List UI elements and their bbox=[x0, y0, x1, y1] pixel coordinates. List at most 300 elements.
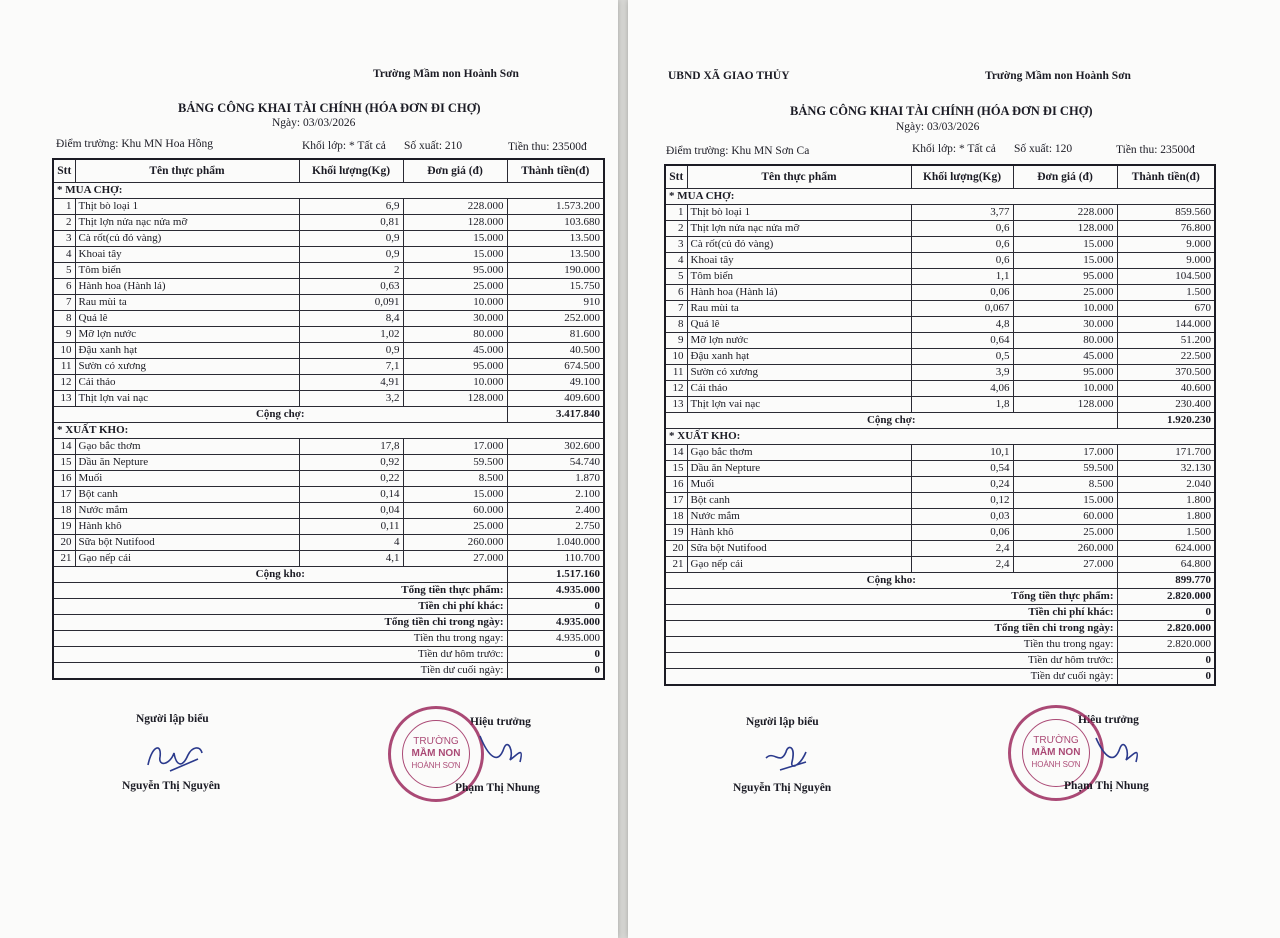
end-balance-row bbox=[53, 663, 604, 680]
food-total-value: 4.935.000 bbox=[507, 583, 604, 599]
item-amount: 1.500 bbox=[1117, 285, 1215, 301]
item-unit-price: 25.000 bbox=[1013, 285, 1117, 301]
campus-label: Điểm trường: Khu MN Hoa Hồng bbox=[56, 138, 214, 150]
item-unit-price: 17.000 bbox=[1013, 445, 1117, 461]
item-unit-price: 15.000 bbox=[1013, 253, 1117, 269]
item-weight: 4,06 bbox=[911, 381, 1013, 397]
item-name: Bột canh bbox=[687, 493, 911, 509]
item-name: Dầu ăn Nepture bbox=[75, 455, 299, 471]
item-unit-price: 15.000 bbox=[403, 487, 507, 503]
item-amount: 40.500 bbox=[507, 343, 604, 359]
table-row bbox=[665, 397, 1215, 413]
principal-signature bbox=[1088, 726, 1148, 774]
table-row bbox=[665, 205, 1215, 221]
item-amount: 32.130 bbox=[1117, 461, 1215, 477]
finance-table bbox=[52, 158, 605, 680]
item-amount: 9.000 bbox=[1117, 237, 1215, 253]
item-name: Cải thảo bbox=[75, 375, 299, 391]
item-unit-price: 59.500 bbox=[403, 455, 507, 471]
item-weight: 3,2 bbox=[299, 391, 403, 407]
item-weight: 0,6 bbox=[911, 221, 1013, 237]
table-row bbox=[665, 285, 1215, 301]
food-total-value: 2.820.000 bbox=[1117, 589, 1215, 605]
day-spend-value: 2.820.000 bbox=[1117, 621, 1215, 637]
item-unit-price: 25.000 bbox=[403, 279, 507, 295]
warehouse-total-label: Cộng kho: bbox=[665, 573, 1117, 589]
item-unit-price: 60.000 bbox=[403, 503, 507, 519]
item-amount: 13.500 bbox=[507, 247, 604, 263]
item-stt: 6 bbox=[53, 279, 75, 295]
item-unit-price: 8.500 bbox=[1013, 477, 1117, 493]
item-name: Gạo nếp cái bbox=[75, 551, 299, 567]
item-name: Rau mùi ta bbox=[75, 295, 299, 311]
section-label: * MUA CHỢ: bbox=[665, 189, 1215, 205]
item-amount: 2.750 bbox=[507, 519, 604, 535]
section-row-market bbox=[665, 189, 1215, 205]
item-weight: 0,9 bbox=[299, 231, 403, 247]
campus-label: Điểm trường: Khu MN Sơn Ca bbox=[666, 145, 810, 157]
item-name: Sữa bột Nutifood bbox=[75, 535, 299, 551]
table-row bbox=[665, 461, 1215, 477]
item-name: Dầu ăn Nepture bbox=[687, 461, 911, 477]
item-stt: 16 bbox=[53, 471, 75, 487]
servings-label: Số xuất: 120 bbox=[1014, 143, 1073, 155]
item-amount: 1.500 bbox=[1117, 525, 1215, 541]
item-name: Cà rốt(củ đỏ vàng) bbox=[687, 237, 911, 253]
item-name: Thịt lợn nửa nạc nửa mỡ bbox=[75, 215, 299, 231]
item-amount: 252.000 bbox=[507, 311, 604, 327]
item-unit-price: 15.000 bbox=[1013, 237, 1117, 253]
item-weight: 0,091 bbox=[299, 295, 403, 311]
item-unit-price: 95.000 bbox=[403, 263, 507, 279]
table-row bbox=[53, 519, 604, 535]
col-header-stt: Stt bbox=[665, 165, 687, 189]
item-unit-price: 128.000 bbox=[403, 391, 507, 407]
item-amount: 54.740 bbox=[507, 455, 604, 471]
item-amount: 76.800 bbox=[1117, 221, 1215, 237]
item-name: Quả lê bbox=[687, 317, 911, 333]
other-costs-row bbox=[53, 599, 604, 615]
item-unit-price: 128.000 bbox=[1013, 397, 1117, 413]
item-amount: 190.000 bbox=[507, 263, 604, 279]
item-stt: 15 bbox=[665, 461, 687, 477]
item-stt: 3 bbox=[53, 231, 75, 247]
item-weight: 0,9 bbox=[299, 343, 403, 359]
item-unit-price: 45.000 bbox=[1013, 349, 1117, 365]
item-amount: 15.750 bbox=[507, 279, 604, 295]
day-income-value: 2.820.000 bbox=[1117, 637, 1215, 653]
item-stt: 19 bbox=[665, 525, 687, 541]
prev-balance-row bbox=[665, 653, 1215, 669]
invoice-sheet-left bbox=[0, 0, 618, 938]
item-weight: 6,9 bbox=[299, 199, 403, 215]
item-weight: 0,64 bbox=[911, 333, 1013, 349]
table-row bbox=[665, 541, 1215, 557]
col-header-amount: Thành tiền(đ) bbox=[507, 159, 604, 183]
item-amount: 674.500 bbox=[507, 359, 604, 375]
item-stt: 9 bbox=[53, 327, 75, 343]
item-stt: 12 bbox=[53, 375, 75, 391]
item-unit-price: 128.000 bbox=[1013, 221, 1117, 237]
fee-label: Tiền thu: 23500đ bbox=[508, 141, 587, 153]
table-row bbox=[53, 439, 604, 455]
item-name: Mỡ lợn nước bbox=[687, 333, 911, 349]
item-name: Thịt lợn nửa nạc nửa mỡ bbox=[687, 221, 911, 237]
item-weight: 0,5 bbox=[911, 349, 1013, 365]
item-unit-price: 228.000 bbox=[403, 199, 507, 215]
item-name: Gạo bắc thơm bbox=[75, 439, 299, 455]
seal-line-1: TRƯỜNG bbox=[413, 736, 459, 747]
item-weight: 4,91 bbox=[299, 375, 403, 391]
document-date: Ngày: 03/03/2026 bbox=[272, 117, 356, 129]
item-weight: 0,22 bbox=[299, 471, 403, 487]
day-spend-label: Tổng tiền chi trong ngày: bbox=[665, 621, 1117, 637]
item-amount: 49.100 bbox=[507, 375, 604, 391]
item-amount: 144.000 bbox=[1117, 317, 1215, 333]
table-row bbox=[665, 365, 1215, 381]
table-row bbox=[665, 301, 1215, 317]
col-header-amount: Thành tiền(đ) bbox=[1117, 165, 1215, 189]
col-header-food-name: Tên thực phẩm bbox=[687, 165, 911, 189]
item-weight: 0,067 bbox=[911, 301, 1013, 317]
item-weight: 0,03 bbox=[911, 509, 1013, 525]
item-weight: 0,92 bbox=[299, 455, 403, 471]
item-name: Thịt bò loại 1 bbox=[75, 199, 299, 215]
item-stt: 5 bbox=[53, 263, 75, 279]
item-stt: 11 bbox=[53, 359, 75, 375]
item-weight: 2 bbox=[299, 263, 403, 279]
item-amount: 9.000 bbox=[1117, 253, 1215, 269]
item-amount: 670 bbox=[1117, 301, 1215, 317]
item-stt: 19 bbox=[53, 519, 75, 535]
item-weight: 1,8 bbox=[911, 397, 1013, 413]
table-row bbox=[53, 455, 604, 471]
table-row bbox=[53, 535, 604, 551]
item-name: Hành hoa (Hành lá) bbox=[687, 285, 911, 301]
table-row bbox=[665, 333, 1215, 349]
grade-label: Khối lớp: * Tất cả bbox=[912, 143, 996, 155]
item-weight: 4,8 bbox=[911, 317, 1013, 333]
item-amount: 171.700 bbox=[1117, 445, 1215, 461]
document-title: BẢNG CÔNG KHAI TÀI CHÍNH (HÓA ĐƠN ĐI CHỢ) bbox=[178, 101, 481, 115]
item-name: Thịt lợn vai nạc bbox=[687, 397, 911, 413]
item-amount: 64.800 bbox=[1117, 557, 1215, 573]
table-row bbox=[665, 525, 1215, 541]
item-amount: 370.500 bbox=[1117, 365, 1215, 381]
item-name: Nước mắm bbox=[75, 503, 299, 519]
market-total-label: Cộng chợ: bbox=[665, 413, 1117, 429]
other-costs-label: Tiền chi phí khác: bbox=[53, 599, 507, 615]
item-unit-price: 30.000 bbox=[1013, 317, 1117, 333]
item-unit-price: 10.000 bbox=[403, 295, 507, 311]
item-weight: 0,11 bbox=[299, 519, 403, 535]
item-unit-price: 59.500 bbox=[1013, 461, 1117, 477]
table-row bbox=[53, 391, 604, 407]
seal-line-3: HOÀNH SƠN bbox=[411, 761, 461, 770]
document-title: BẢNG CÔNG KHAI TÀI CHÍNH (HÓA ĐƠN ĐI CHỢ) bbox=[790, 104, 1093, 118]
day-income-label: Tiền thu trong ngay: bbox=[665, 637, 1117, 653]
item-weight: 0,06 bbox=[911, 285, 1013, 301]
market-total-value: 1.920.230 bbox=[1117, 413, 1215, 429]
item-stt: 1 bbox=[53, 199, 75, 215]
school-name: Trường Mầm non Hoành Sơn bbox=[373, 68, 519, 80]
item-weight: 17,8 bbox=[299, 439, 403, 455]
item-unit-price: 80.000 bbox=[403, 327, 507, 343]
warehouse-total-row bbox=[665, 573, 1215, 589]
item-stt: 15 bbox=[53, 455, 75, 471]
seal-line-2: MẦM NON bbox=[1031, 747, 1081, 758]
item-name: Hành khô bbox=[687, 525, 911, 541]
item-amount: 230.400 bbox=[1117, 397, 1215, 413]
item-amount: 13.500 bbox=[507, 231, 604, 247]
item-unit-price: 10.000 bbox=[1013, 381, 1117, 397]
item-stt: 20 bbox=[665, 541, 687, 557]
item-unit-price: 15.000 bbox=[403, 247, 507, 263]
item-amount: 40.600 bbox=[1117, 381, 1215, 397]
principal-signature bbox=[470, 726, 530, 774]
table-row bbox=[53, 503, 604, 519]
table-row bbox=[53, 375, 604, 391]
item-unit-price: 228.000 bbox=[1013, 205, 1117, 221]
item-unit-price: 17.000 bbox=[403, 439, 507, 455]
day-income-row bbox=[665, 637, 1215, 653]
item-stt: 13 bbox=[665, 397, 687, 413]
day-spend-row bbox=[665, 621, 1215, 637]
item-weight: 4,1 bbox=[299, 551, 403, 567]
warehouse-total-value: 899.770 bbox=[1117, 573, 1215, 589]
item-name: Nước mắm bbox=[687, 509, 911, 525]
item-weight: 0,12 bbox=[911, 493, 1013, 509]
principal-name: Phạm Thị Nhung bbox=[1064, 780, 1149, 792]
seal-line-1: TRƯỜNG bbox=[1033, 735, 1079, 746]
food-total-label: Tổng tiền thực phẩm: bbox=[53, 583, 507, 599]
table-row bbox=[665, 221, 1215, 237]
fee-label: Tiền thu: 23500đ bbox=[1116, 144, 1195, 156]
table-row bbox=[665, 381, 1215, 397]
item-stt: 14 bbox=[53, 439, 75, 455]
prev-balance-value: 0 bbox=[507, 647, 604, 663]
item-weight: 1,1 bbox=[911, 269, 1013, 285]
item-unit-price: 95.000 bbox=[1013, 365, 1117, 381]
item-stt: 10 bbox=[53, 343, 75, 359]
end-balance-value: 0 bbox=[507, 663, 604, 680]
item-name: Cà rốt(củ đỏ vàng) bbox=[75, 231, 299, 247]
item-unit-price: 60.000 bbox=[1013, 509, 1117, 525]
item-stt: 4 bbox=[665, 253, 687, 269]
item-unit-price: 128.000 bbox=[403, 215, 507, 231]
item-stt: 11 bbox=[665, 365, 687, 381]
item-unit-price: 27.000 bbox=[403, 551, 507, 567]
table-header-row bbox=[665, 165, 1215, 189]
school-name: Trường Mầm non Hoành Sơn bbox=[985, 70, 1131, 82]
item-amount: 910 bbox=[507, 295, 604, 311]
table-row bbox=[53, 359, 604, 375]
item-unit-price: 25.000 bbox=[403, 519, 507, 535]
food-total-row bbox=[665, 589, 1215, 605]
item-name: Muối bbox=[687, 477, 911, 493]
item-name: Cải thảo bbox=[687, 381, 911, 397]
item-unit-price: 15.000 bbox=[1013, 493, 1117, 509]
item-unit-price: 80.000 bbox=[1013, 333, 1117, 349]
servings-label: Số xuất: 210 bbox=[404, 140, 463, 152]
item-stt: 4 bbox=[53, 247, 75, 263]
item-weight: 0,04 bbox=[299, 503, 403, 519]
item-amount: 51.200 bbox=[1117, 333, 1215, 349]
item-stt: 8 bbox=[665, 317, 687, 333]
item-name: Quả lê bbox=[75, 311, 299, 327]
item-amount: 1.040.000 bbox=[507, 535, 604, 551]
item-weight: 1,02 bbox=[299, 327, 403, 343]
item-name: Sườn có xương bbox=[75, 359, 299, 375]
item-stt: 13 bbox=[53, 391, 75, 407]
item-amount: 409.600 bbox=[507, 391, 604, 407]
item-stt: 21 bbox=[665, 557, 687, 573]
item-weight: 0,9 bbox=[299, 247, 403, 263]
item-amount: 104.500 bbox=[1117, 269, 1215, 285]
section-label: * XUẤT KHO: bbox=[665, 429, 1215, 445]
col-header-unit-price: Đơn giá (đ) bbox=[1013, 165, 1117, 189]
item-weight: 2,4 bbox=[911, 557, 1013, 573]
table-row bbox=[665, 445, 1215, 461]
item-weight: 3,9 bbox=[911, 365, 1013, 381]
food-total-row bbox=[53, 583, 604, 599]
item-name: Mỡ lợn nước bbox=[75, 327, 299, 343]
table-row bbox=[53, 247, 604, 263]
item-weight: 4 bbox=[299, 535, 403, 551]
warehouse-total-value: 1.517.160 bbox=[507, 567, 604, 583]
market-total-row bbox=[53, 407, 604, 423]
item-unit-price: 10.000 bbox=[1013, 301, 1117, 317]
end-balance-value: 0 bbox=[1117, 669, 1215, 686]
item-weight: 2,4 bbox=[911, 541, 1013, 557]
item-weight: 0,54 bbox=[911, 461, 1013, 477]
seal-line-3: HOÀNH SƠN bbox=[1031, 760, 1081, 769]
item-amount: 22.500 bbox=[1117, 349, 1215, 365]
item-unit-price: 260.000 bbox=[1013, 541, 1117, 557]
item-unit-price: 15.000 bbox=[403, 231, 507, 247]
item-stt: 20 bbox=[53, 535, 75, 551]
item-amount: 302.600 bbox=[507, 439, 604, 455]
section-row-market bbox=[53, 183, 604, 199]
item-name: Hành hoa (Hành lá) bbox=[75, 279, 299, 295]
item-amount: 2.040 bbox=[1117, 477, 1215, 493]
day-income-row bbox=[53, 631, 604, 647]
food-total-label: Tổng tiền thực phẩm: bbox=[665, 589, 1117, 605]
day-spend-label: Tổng tiền chi trong ngày: bbox=[53, 615, 507, 631]
table-header-row bbox=[53, 159, 604, 183]
item-weight: 0,6 bbox=[911, 237, 1013, 253]
day-income-value: 4.935.000 bbox=[507, 631, 604, 647]
item-stt: 21 bbox=[53, 551, 75, 567]
end-balance-label: Tiền dư cuối ngày: bbox=[665, 669, 1117, 686]
item-amount: 624.000 bbox=[1117, 541, 1215, 557]
preparer-title: Người lập biểu bbox=[136, 713, 209, 725]
end-balance-row bbox=[665, 669, 1215, 686]
preparer-name: Nguyễn Thị Nguyên bbox=[122, 780, 221, 792]
table-row bbox=[53, 199, 604, 215]
table-row bbox=[53, 311, 604, 327]
item-name: Khoai tây bbox=[687, 253, 911, 269]
table-row bbox=[53, 343, 604, 359]
item-amount: 1.573.200 bbox=[507, 199, 604, 215]
item-stt: 18 bbox=[665, 509, 687, 525]
col-header-stt: Stt bbox=[53, 159, 75, 183]
item-weight: 0,6 bbox=[911, 253, 1013, 269]
seal-line-2: MẦM NON bbox=[411, 748, 461, 759]
table-row bbox=[665, 237, 1215, 253]
item-unit-price: 95.000 bbox=[403, 359, 507, 375]
item-amount: 859.560 bbox=[1117, 205, 1215, 221]
table-row bbox=[665, 317, 1215, 333]
preparer-title: Người lập biểu bbox=[746, 716, 819, 728]
table-row bbox=[665, 477, 1215, 493]
prev-balance-row bbox=[53, 647, 604, 663]
document-date: Ngày: 03/03/2026 bbox=[896, 121, 980, 133]
table-row bbox=[53, 215, 604, 231]
table-row bbox=[665, 253, 1215, 269]
preparer-signature bbox=[140, 735, 210, 777]
item-stt: 10 bbox=[665, 349, 687, 365]
item-stt: 12 bbox=[665, 381, 687, 397]
table-row bbox=[665, 493, 1215, 509]
table-row bbox=[665, 269, 1215, 285]
market-total-row bbox=[665, 413, 1215, 429]
item-weight: 0,81 bbox=[299, 215, 403, 231]
item-amount: 103.680 bbox=[507, 215, 604, 231]
item-name: Gạo nếp cái bbox=[687, 557, 911, 573]
prev-balance-label: Tiền dư hôm trước: bbox=[665, 653, 1117, 669]
item-name: Sườn có xương bbox=[687, 365, 911, 381]
table-row bbox=[53, 231, 604, 247]
item-unit-price: 25.000 bbox=[1013, 525, 1117, 541]
item-stt: 7 bbox=[53, 295, 75, 311]
prev-balance-value: 0 bbox=[1117, 653, 1215, 669]
grade-label: Khối lớp: * Tất cả bbox=[302, 140, 386, 152]
item-amount: 2.100 bbox=[507, 487, 604, 503]
item-name: Gạo bắc thơm bbox=[687, 445, 911, 461]
table-row bbox=[665, 509, 1215, 525]
item-stt: 8 bbox=[53, 311, 75, 327]
item-weight: 0,14 bbox=[299, 487, 403, 503]
item-unit-price: 27.000 bbox=[1013, 557, 1117, 573]
item-stt: 7 bbox=[665, 301, 687, 317]
table-row bbox=[53, 279, 604, 295]
section-label: * MUA CHỢ: bbox=[53, 183, 604, 199]
prev-balance-label: Tiền dư hôm trước: bbox=[53, 647, 507, 663]
item-unit-price: 95.000 bbox=[1013, 269, 1117, 285]
table-row bbox=[53, 551, 604, 567]
item-name: Tôm biển bbox=[75, 263, 299, 279]
item-amount: 81.600 bbox=[507, 327, 604, 343]
principal-title: Hiệu trưởng bbox=[1078, 714, 1139, 726]
item-amount: 110.700 bbox=[507, 551, 604, 567]
item-name: Khoai tây bbox=[75, 247, 299, 263]
day-spend-value: 4.935.000 bbox=[507, 615, 604, 631]
item-amount: 1.800 bbox=[1117, 509, 1215, 525]
principal-title: Hiệu trưởng bbox=[470, 716, 531, 728]
section-row-warehouse bbox=[53, 423, 604, 439]
col-header-weight: Khối lượng(Kg) bbox=[299, 159, 403, 183]
item-stt: 1 bbox=[665, 205, 687, 221]
item-stt: 14 bbox=[665, 445, 687, 461]
section-row-warehouse bbox=[665, 429, 1215, 445]
day-income-label: Tiền thu trong ngay: bbox=[53, 631, 507, 647]
principal-name: Phạm Thị Nhung bbox=[455, 782, 540, 794]
item-unit-price: 45.000 bbox=[403, 343, 507, 359]
item-name: Đậu xanh hạt bbox=[75, 343, 299, 359]
other-costs-label: Tiền chi phí khác: bbox=[665, 605, 1117, 621]
end-balance-label: Tiền dư cuối ngày: bbox=[53, 663, 507, 680]
